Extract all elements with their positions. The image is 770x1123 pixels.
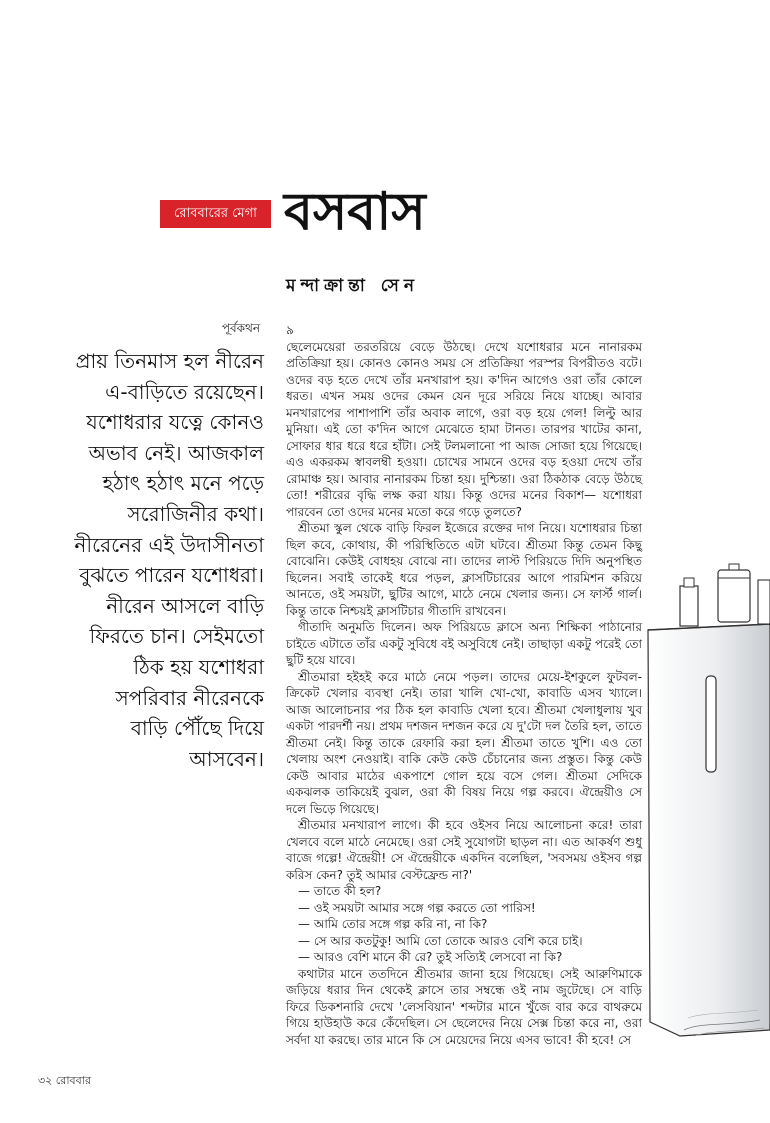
summary-line: নীরেনের এই উদাসীনতা — [74, 532, 264, 557]
previous-summary — [40, 346, 264, 774]
summary-line: নীরেন আসলে বাড়ি — [106, 593, 264, 618]
dialog-line: — আমি তোর সঙ্গে গল্প করি না, না কি? — [298, 917, 488, 931]
summary-line: আসবেন। — [189, 746, 264, 771]
dialog-line: — আরও বেশি মানে কী রে? তুই সত্যিই লেসবো না কি? — [298, 950, 563, 964]
summary-line: এ-বাড়িতে রয়েছেন। — [105, 379, 264, 404]
paragraph: ছেলেমেয়েরা তরতরিয়ে বেড়ে উঠছে। দেখে যশোধরার মনে নানারকম প্রতিক্রিয়া হয়। কোনও কোনও সময় সে প্রতিক্রিয়া পরস্পর বিপরীতও বটে। ওদের বড় হতে দেখে তাঁর মনখারাপ হয়। ক'দিন আগেও ওরা তাঁর কোলে ধরত। এখন সময় ওদের কেমন যেন দূরে সরিয়ে নিয়ে যাচ্ছে। আবার মনখারাপের পাশাপাশি তাঁর অবাক লাগে, ওরা বড় হয়ে গেল! লিল্টু আর মুনিয়া। এই তো ক'দিন আগে মেঝেতে হামা টানত। তারপর খাটের কানা, সোফার ধার ধরে ধরে হাঁটা। সেই টলমলানো পা আজ সোজা হয়ে গিয়েছে। এও একরকম স্বাবলম্বী হওয়া। চোখের সামনে ওদের বড় হওয়া দেখে তাঁর রোমাঞ্চ হয়। আবার নানারকম চিন্তা হয়। দুশ্চিন্তা। ওরা ঠিকঠাক বেড়ে উঠছে তো! শরীরের বৃদ্ধি লক্ষ করা যায়। কিন্তু ওদের মনের বিকাশ— যশোধরা পারবেন তো ওদের মনের মতো করে গড়ে তুলতে? — [286, 339, 642, 519]
summary-line: বাড়ি পৌঁছে দিয়ে — [130, 716, 264, 741]
story-body — [286, 322, 642, 1048]
paragraph: শ্রীতমা স্কুল থেকে বাড়ি ফিরল ইজেরে রক্তের দাগ নিয়ে। যশোধরার চিন্তা ছিল কবে, কোথায়, কী পরিস্থিতিতে এটা ঘটবে। শ্রীতমা কিন্তু তেমন কিছু বোঝেনি। কেউই বোধহয় বোঝে না। তাদের লাস্ট পিরিয়ডে দিদি অনুপস্থিত ছিলেন। সবাই তাকেই ধরে পড়ল, ক্লাসটিচারের আগে পারমিশন করিয়ে আনতে, ওই সময়টা, ছুটির আগে, মাঠে নেমে খেলার জন্য। সে ফার্স্ট গার্ল। কিন্তু তাকে নিশ্চয়ই ক্লাসটিচার গীতাদি রাখবেন। — [286, 521, 642, 618]
paragraph: কথাটার মানে ততদিনে শ্রীতমার জানা হয়ে গিয়েছে। সেই আরুণিমাকে জড়িয়ে ধরার দিন থেকেই ক্লাসে তার সম্বন্ধে ওই নাম জুটেছে। সে বাড়ি ফিরে ডিকশনারি দেখে 'লেসবিয়ান' শব্দটার মানে খুঁজে বার করে বাথরুমে গিয়ে হাউহাউ করে কেঁদেছিল। সে ছেলেদের নিয়ে সেক্স চিন্তা করে না, ওরা সর্বদা যা করছে। তার মানে কি সে মেয়েদের নিয়ে এসব ভাবে! কী হবে! সে — [286, 966, 642, 1047]
previous-summary-label: পূর্বকথন — [221, 321, 260, 335]
summary-line: বুঝতে পারেন যশোধরা। — [79, 563, 264, 588]
paragraph: গীতাদি অনুমতি দিলেন। অফ পিরিয়ডে ক্লাসে অন্য শিক্ষিকা পাঠানোর চাইতে এটাতে তাঁর একটু সুবিধে বই অসুবিধে নেই। তাছাড়া একটু পরেই তো ছুটি হয়ে যাবে। — [286, 620, 642, 667]
dialog-line: — সে আর কতটুকু! আমি তো তোকে আরও বেশি করে চাই। — [298, 933, 583, 948]
summary-line: ফিরতে চান। সেইমতো — [89, 624, 264, 649]
page-footer: ৩২ রোববার — [38, 1074, 91, 1087]
summary-line: হঠাৎ হঠাৎ মনে পড়ে — [102, 471, 264, 496]
summary-line: অভাব নেই। আজকাল — [88, 440, 264, 465]
summary-line: প্রায় তিনমাস হল নীরেন — [75, 349, 264, 373]
paragraph: শ্রীতমারা হইহই করে মাঠে নেমে পড়ল। তাদের মেয়ে-ইশকুলে ফুটবল-ক্রিকেট খেলার ব্যবস্থা নেই। তারা খালি খো-খো, কাবাডি এসব খ্যালে। আজ আলোচনার পর ঠিক হল কাবাডি খেলা হবে। শ্রীতমা খেলাধুলায় খুব একটা পারদর্শী নয়। প্রথম দশজন দশজন করে যে দু'টো দল তৈরি হল, তাতে শ্রীতমা নেই। কিন্তু তাকে রেফারি করা হল। শ্রীতমা তাতে খুশি। এও তো খেলায় অংশ নেওয়াই। বাকি কেউ কেউ চেঁচানোর জন্য প্রস্তুত। কিন্তু কেউ কেউ আবার মাঠের একপাশে গোল হয়ে বসে গেল। শ্রীতমা সেদিকে একঝলক তাকিয়েই বুঝল, ওরা কী বিষয় নিয়ে গল্প করবে। ঐন্দ্রেয়ীও সে দলে ভিড়ে গিয়েছে। — [286, 669, 642, 816]
summary-line: সরোজিনীর কথা। — [127, 501, 264, 526]
section-badge: রোববারের মেগা — [160, 200, 271, 228]
dialog-line: — তাতে কী হল? — [298, 884, 382, 898]
paragraph: শ্রীতমার মনখারাপ লাগে। কী হবে ওইসব নিয়ে আলোচনা করে! তারা খেলবে বলে মাঠে নেমেছে। ওরা সেই সুযোগটা ছাড়ল না। এত আকর্ষণ শুধু বাজে গল্পে! ঐন্দ্রেয়ী! সে ঐন্দ্রেয়ীকে একদিন বলেছিল, 'সবসময় ওইসব গল্প করিস কেন? তুই আমার বেস্টফ্রেন্ড না?' — [286, 818, 642, 882]
summary-line: ঠিক হয় যশোধরা — [133, 654, 264, 679]
author-name: মন্দাক্রান্তা সেন — [286, 276, 419, 296]
chapter-number: ৯ — [286, 323, 294, 337]
refrigerator-illustration — [640, 560, 770, 1040]
story-title: বসবাস — [284, 182, 426, 242]
dialog-line: — ওই সময়টা আমার সঙ্গে গল্প করতে তো পারিস! — [298, 900, 536, 915]
summary-line: সপরিবার নীরেনকে — [115, 685, 264, 710]
summary-line: যশোধরার যত্নে কোনও — [86, 410, 264, 435]
